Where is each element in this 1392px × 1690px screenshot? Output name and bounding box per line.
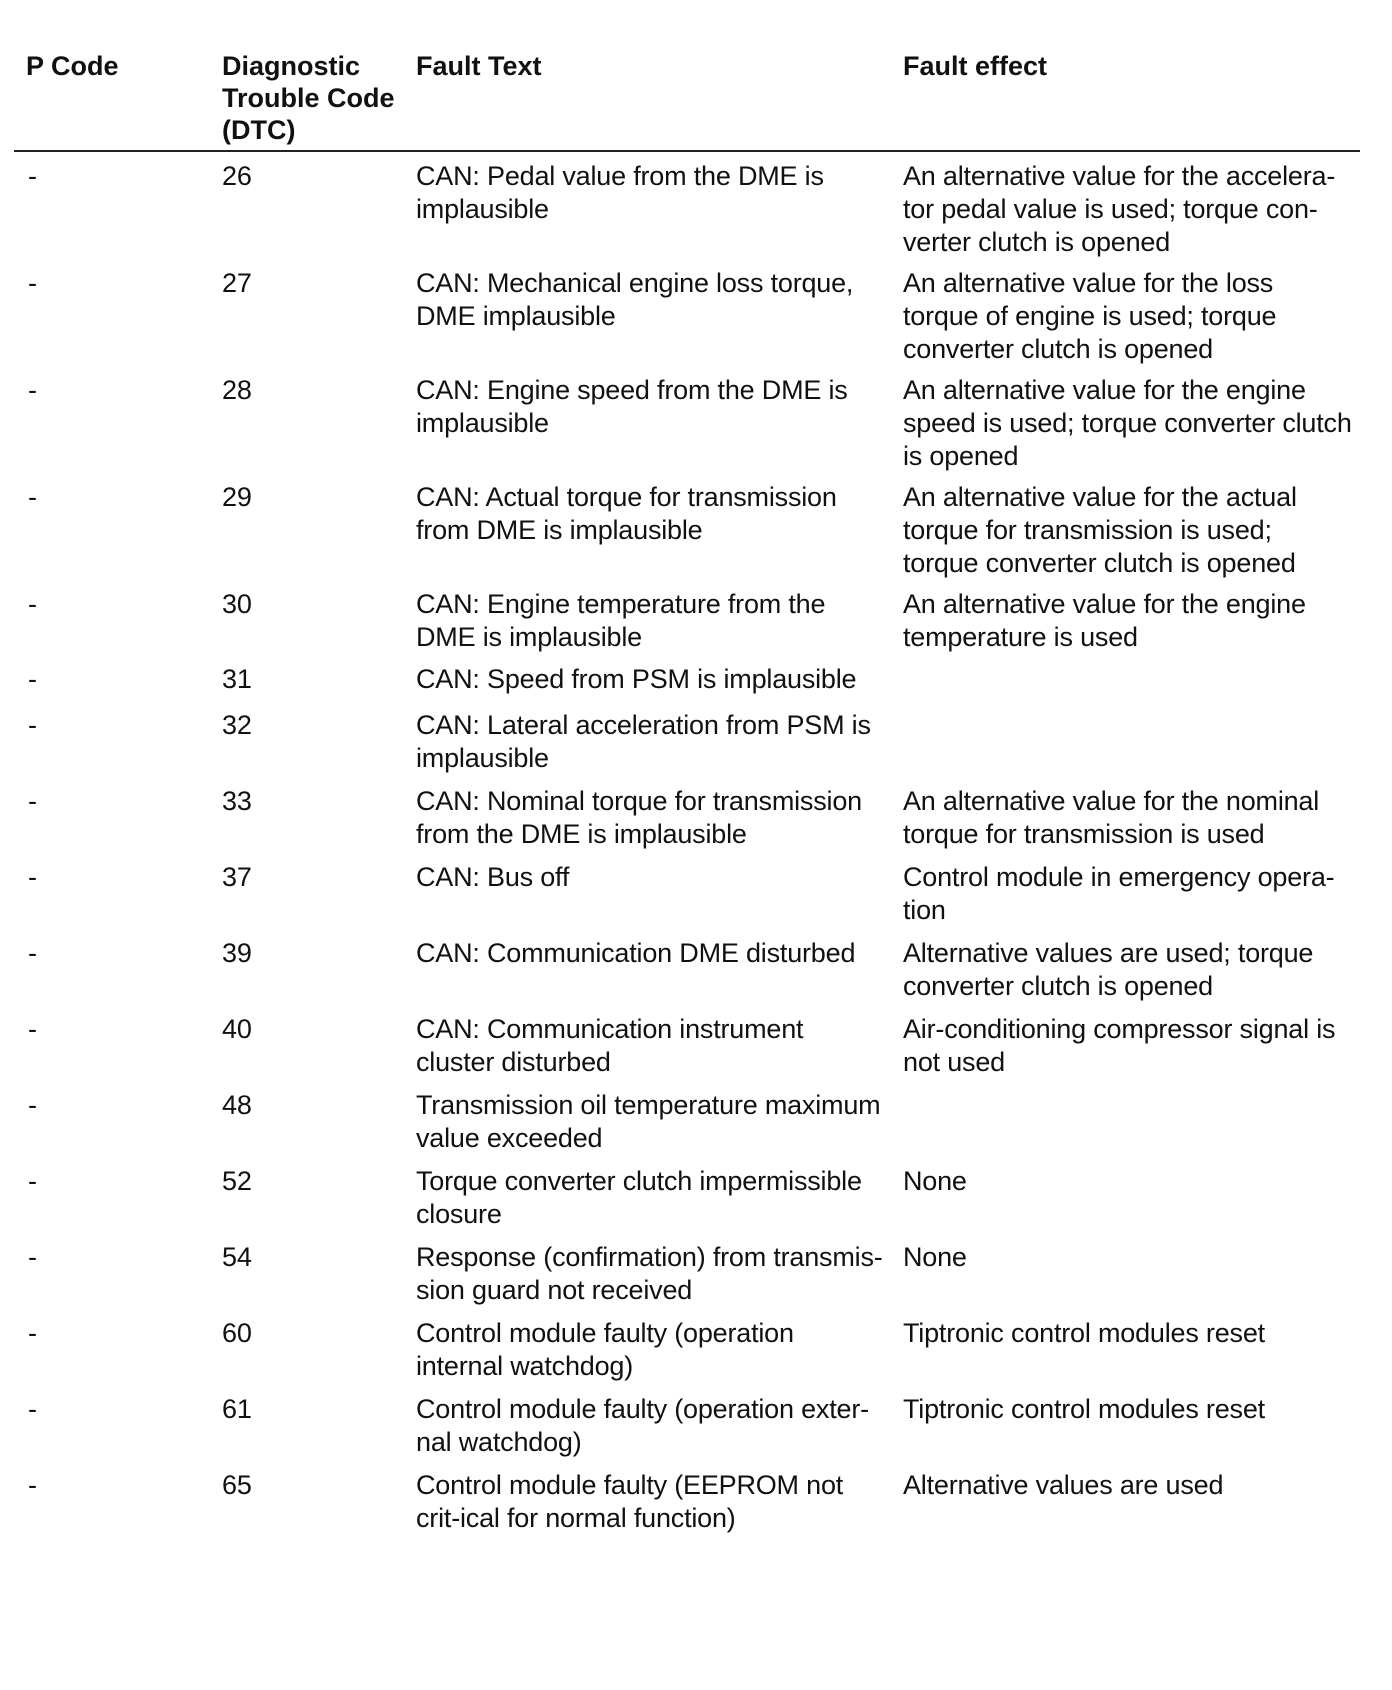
row-p-code: - bbox=[28, 1014, 37, 1044]
row-fault-effect: Tiptronic control modules reset bbox=[903, 1318, 1265, 1348]
row-fault-text: CAN: Communication DME disturbed bbox=[416, 938, 856, 968]
row-fault-effect: An alternative value for the accelera-tor pedal value is used; torque con-verter clutch is opened bbox=[903, 161, 1336, 257]
row-p-code: - bbox=[28, 786, 37, 816]
row-fault-text: CAN: Communication instrument cluster disturbed bbox=[416, 1014, 804, 1077]
row-p-code: - bbox=[28, 1394, 37, 1424]
row-fault-text: Control module faulty (EEPROM not crit-ical for normal function) bbox=[416, 1470, 844, 1533]
row-p-code: - bbox=[28, 938, 37, 968]
table-row bbox=[0, 1005, 1392, 1081]
header-fault-text: Fault Text bbox=[416, 51, 542, 81]
table-row bbox=[0, 473, 1392, 580]
row-dtc: 60 bbox=[222, 1318, 252, 1348]
table-row bbox=[0, 777, 1392, 853]
row-dtc: 39 bbox=[222, 938, 252, 968]
row-p-code: - bbox=[28, 1242, 37, 1272]
table-row bbox=[0, 1385, 1392, 1461]
row-fault-effect: Control module in emergency opera-tion bbox=[903, 862, 1335, 925]
row-fault-effect: None bbox=[903, 1166, 967, 1196]
row-p-code: - bbox=[28, 710, 37, 740]
table-row bbox=[0, 366, 1392, 473]
row-p-code: - bbox=[28, 482, 37, 512]
row-dtc: 65 bbox=[222, 1470, 252, 1500]
row-fault-effect: Air-conditioning compressor signal is not used bbox=[903, 1014, 1336, 1077]
table-row bbox=[0, 853, 1392, 929]
row-dtc: 40 bbox=[222, 1014, 252, 1044]
row-p-code: - bbox=[28, 589, 37, 619]
row-fault-effect: None bbox=[903, 1242, 967, 1272]
row-fault-text: Response (confirmation) from transmis-sion guard not received bbox=[416, 1242, 883, 1305]
row-fault-text: Torque converter clutch impermissible closure bbox=[416, 1166, 862, 1229]
row-p-code: - bbox=[28, 375, 37, 405]
row-dtc: 27 bbox=[222, 268, 252, 298]
row-fault-text: CAN: Nominal torque for transmission from the DME is implausible bbox=[416, 786, 862, 849]
table-header bbox=[0, 0, 1392, 152]
row-fault-effect: Tiptronic control modules reset bbox=[903, 1394, 1265, 1424]
row-dtc: 26 bbox=[222, 161, 252, 191]
row-fault-text: CAN: Lateral acceleration from PSM is implausible bbox=[416, 710, 871, 773]
row-dtc: 30 bbox=[222, 589, 252, 619]
table-row bbox=[0, 259, 1392, 366]
row-dtc: 31 bbox=[222, 664, 252, 694]
row-fault-text: CAN: Engine speed from the DME is implausible bbox=[416, 375, 848, 438]
row-fault-text: CAN: Pedal value from the DME is implausible bbox=[416, 161, 824, 224]
row-fault-effect: An alternative value for the nominal torque for transmission is used bbox=[903, 786, 1320, 849]
row-fault-effect: Alternative values are used; torque converter clutch is opened bbox=[903, 938, 1314, 1001]
row-p-code: - bbox=[28, 268, 37, 298]
header-dtc: Diagnostic Trouble Code (DTC) bbox=[222, 51, 395, 145]
row-dtc: 52 bbox=[222, 1166, 252, 1196]
row-p-code: - bbox=[28, 1090, 37, 1120]
row-dtc: 33 bbox=[222, 786, 252, 816]
row-fault-text: Control module faulty (operation internal watchdog) bbox=[416, 1318, 794, 1381]
row-fault-effect: An alternative value for the engine speed is used; torque converter clutch is opened bbox=[903, 375, 1352, 471]
row-fault-text: Control module faulty (operation exter-nal watchdog) bbox=[416, 1394, 869, 1457]
table-row bbox=[0, 1309, 1392, 1385]
row-fault-effect: Alternative values are used bbox=[903, 1470, 1224, 1500]
table-row bbox=[0, 152, 1392, 259]
table-row bbox=[0, 655, 1392, 701]
row-fault-text: CAN: Bus off bbox=[416, 862, 570, 892]
row-fault-text: CAN: Actual torque for transmission from DME is implausible bbox=[416, 482, 837, 545]
table-row bbox=[0, 1081, 1392, 1157]
row-dtc: 29 bbox=[222, 482, 252, 512]
row-fault-text: CAN: Mechanical engine loss torque, DME implausible bbox=[416, 268, 854, 331]
table-row bbox=[0, 1157, 1392, 1233]
table-row bbox=[0, 1233, 1392, 1309]
header-p-code: P Code bbox=[26, 51, 119, 81]
row-fault-effect: An alternative value for the engine temperature is used bbox=[903, 589, 1306, 652]
table-row bbox=[0, 1461, 1392, 1537]
row-dtc: 48 bbox=[222, 1090, 252, 1120]
table-row bbox=[0, 580, 1392, 655]
row-dtc: 32 bbox=[222, 710, 252, 740]
table-row bbox=[0, 929, 1392, 1005]
table-body bbox=[0, 152, 1392, 1537]
row-p-code: - bbox=[28, 1318, 37, 1348]
row-dtc: 61 bbox=[222, 1394, 252, 1424]
row-p-code: - bbox=[28, 1470, 37, 1500]
row-fault-text: CAN: Speed from PSM is implausible bbox=[416, 664, 857, 694]
row-p-code: - bbox=[28, 1166, 37, 1196]
row-fault-text: CAN: Engine temperature from the DME is implausible bbox=[416, 589, 826, 652]
row-fault-effect: An alternative value for the actual torque for transmission is used; torque converter clutch is opened bbox=[903, 482, 1297, 578]
row-dtc: 37 bbox=[222, 862, 252, 892]
row-dtc: 28 bbox=[222, 375, 252, 405]
row-p-code: - bbox=[28, 664, 37, 694]
header-fault-effect: Fault effect bbox=[903, 51, 1048, 81]
row-p-code: - bbox=[28, 161, 37, 191]
row-p-code: - bbox=[28, 862, 37, 892]
row-dtc: 54 bbox=[222, 1242, 252, 1272]
row-fault-text: Transmission oil temperature maximum value exceeded bbox=[416, 1090, 881, 1153]
table-row bbox=[0, 701, 1392, 777]
row-fault-effect: An alternative value for the loss torque of engine is used; torque converter clutch is opened bbox=[903, 268, 1277, 364]
